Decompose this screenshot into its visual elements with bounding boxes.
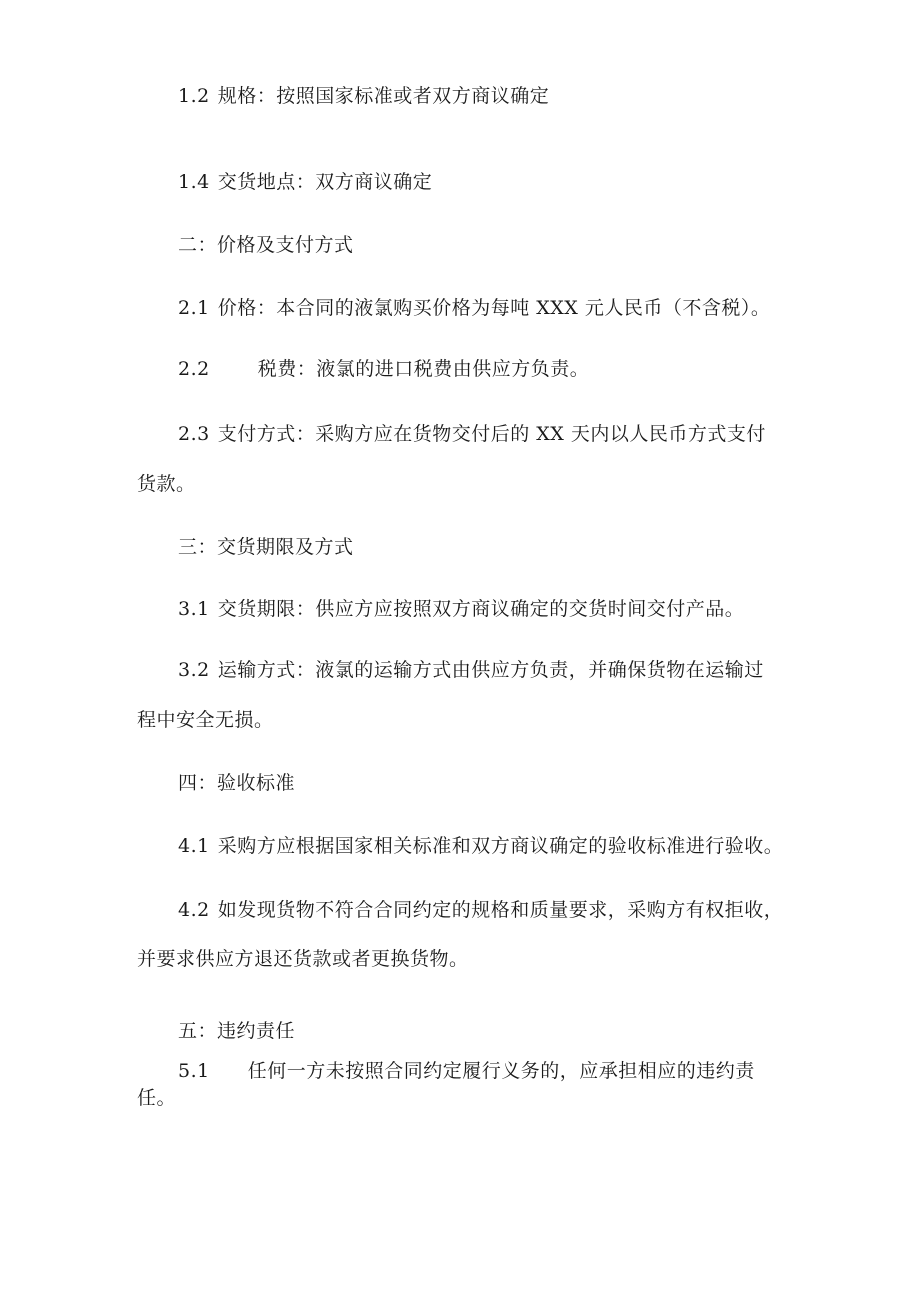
clause-2-2 <box>178 357 589 381</box>
clause-4-1 <box>178 834 783 858</box>
clause-number: 2.3 <box>178 423 210 445</box>
clause-3-1 <box>178 597 744 621</box>
clause-4-2 <box>178 898 783 922</box>
clause-text: 交货地点：双方商议确定 <box>217 171 433 193</box>
clause-number: 3.2 <box>178 659 210 681</box>
section-heading-3: 三：交货期限及方式 <box>178 536 354 558</box>
section-heading-2: 二：价格及支付方式 <box>178 234 354 256</box>
clause-3-2 <box>178 658 764 682</box>
clause-number: 3.1 <box>178 598 210 620</box>
clause-1-4 <box>178 170 432 194</box>
clause-text: 价格：本合同的液氯购买价格为每吨 XXX 元人民币（不含税）。 <box>217 297 771 319</box>
clause-1-2 <box>178 84 549 108</box>
clause-number: 2.1 <box>178 297 210 319</box>
clause-5-1-continued: 任。 <box>137 1087 177 1109</box>
clause-text: 税费：液氯的进口税费由供应方负责。 <box>257 358 590 380</box>
clause-text: 任何一方未按照合同约定履行义务的，应承担相应的违约责 <box>247 1060 755 1082</box>
clause-text: 运输方式：液氯的运输方式由供应方负责，并确保货物在运输过 <box>217 659 764 681</box>
section-heading-5: 五：违约责任 <box>178 1020 296 1042</box>
clause-4-2-continued: 并要求供应方退还货款或者更换货物。 <box>137 948 469 970</box>
section-heading-4: 四：验收标准 <box>178 772 296 794</box>
clause-number: 2.2 <box>178 358 210 380</box>
clause-number: 1.2 <box>178 85 210 107</box>
clause-text: 交货期限：供应方应按照双方商议确定的交货时间交付产品。 <box>217 598 745 620</box>
clause-number: 4.2 <box>178 899 210 921</box>
clause-number: 4.1 <box>178 835 210 857</box>
clause-3-2-continued: 程中安全无损。 <box>137 709 274 731</box>
clause-number: 1.4 <box>178 171 210 193</box>
clause-text: 采购方应根据国家相关标准和双方商议确定的验收标准进行验收。 <box>217 835 784 857</box>
clause-text: 如发现货物不符合合同约定的规格和质量要求，采购方有权拒收， <box>217 899 784 921</box>
clause-2-3-continued: 货款。 <box>137 473 196 495</box>
clause-2-1 <box>178 296 770 320</box>
clause-text: 支付方式：采购方应在货物交付后的 XX 天内以人民币方式支付 <box>217 423 766 445</box>
clause-5-1 <box>178 1059 755 1083</box>
clause-number: 5.1 <box>178 1060 210 1082</box>
clause-text: 规格：按照国家标准或者双方商议确定 <box>217 85 550 107</box>
clause-2-3 <box>178 422 766 446</box>
